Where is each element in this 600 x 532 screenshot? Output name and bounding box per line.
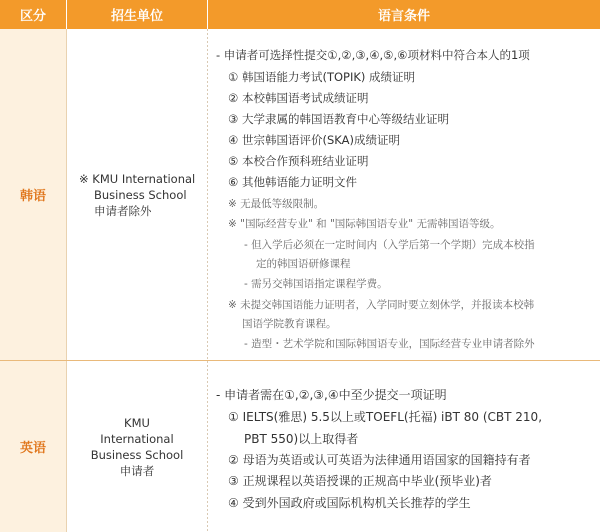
korean-note-sub: - 但入学后必须在一定时间内（入学后第一个学期）完成本校指	[244, 239, 535, 251]
school-line: Business School	[90, 447, 184, 462]
korean-note-sub-cont: 定的韩国语研修课程	[256, 258, 351, 270]
school-cell-english	[67, 361, 207, 532]
school-line: ※ KMU International	[79, 171, 196, 186]
header-admission-unit: 招生单位	[67, 0, 207, 29]
header-language-condition: 语言条件	[208, 0, 600, 29]
korean-item-6: ⑥ 其他韩语能力证明文件	[228, 175, 357, 189]
korean-item-1: ① 韩国语能力考试(TOPIK) 成绩证明	[228, 70, 416, 84]
header-divider	[207, 0, 208, 29]
school-line: 申请者除外	[94, 203, 152, 218]
school-line: International	[100, 431, 174, 446]
school-text-korean	[79, 171, 195, 219]
english-intro: - 申请者需在①,②,③,④中至少提交一项证明	[216, 388, 447, 402]
korean-note-no-minimum: ※ 无最低等级限制。	[228, 198, 325, 210]
korean-note-exempt-majors: ※ "国际经营专业" 和 "国际韩国语专业" 无需韩国语等级。	[228, 218, 501, 230]
column-divider	[207, 29, 208, 532]
school-text-english	[91, 415, 184, 479]
korean-note-sub: - 需另交韩国语指定课程学费。	[244, 278, 388, 290]
korean-note-no-certificate: ※ 未提交韩国语能力证明者，入学同时要立刻休学，并报读本校韩	[228, 299, 535, 311]
english-item-4: ④ 受到外国政府或国际机构机关长推荐的学生	[228, 496, 471, 510]
korean-item-2: ② 本校韩国语考试成绩证明	[228, 91, 369, 105]
category-korean: 韩语	[0, 29, 66, 360]
header-category: 区分	[0, 0, 66, 29]
english-item-2: ② 母语为英语或认可英语为法律通用语国家的国籍持有者	[228, 453, 531, 467]
school-line: 申请者	[119, 463, 155, 478]
korean-note-no-certificate-cont: 国语学院教育课程。	[242, 318, 337, 330]
header-divider	[66, 0, 67, 29]
korean-intro: - 申请者可选择性提交①,②,③,④,⑤,⑥项材料中符合本人的1项	[216, 48, 530, 62]
korean-note-sub: - 造型・艺术学院和国际韩国语专业，国际经营专业申请者除外	[244, 338, 535, 350]
category-english: 英语	[0, 361, 66, 532]
school-line: KMU	[124, 415, 150, 430]
english-item-1: ① IELTS(雅思) 5.5以上或TOEFL(托福) iBT 80 (CBT 210,	[228, 410, 543, 424]
korean-item-5: ⑤ 本校合作预科班结业证明	[228, 154, 369, 168]
korean-item-3: ③ 大学隶属的韩国语教育中心等级结业证明	[228, 112, 449, 126]
school-cell-korean	[67, 29, 207, 360]
korean-item-4: ④ 世宗韩国语评价(SKA)成绩证明	[228, 133, 400, 147]
english-item-3: ③ 正规课程以英语授课的正规高中毕业(预毕业)者	[228, 474, 492, 488]
school-line: Business School	[94, 187, 187, 202]
english-item-1-cont: PBT 550)以上取得者	[244, 432, 359, 446]
